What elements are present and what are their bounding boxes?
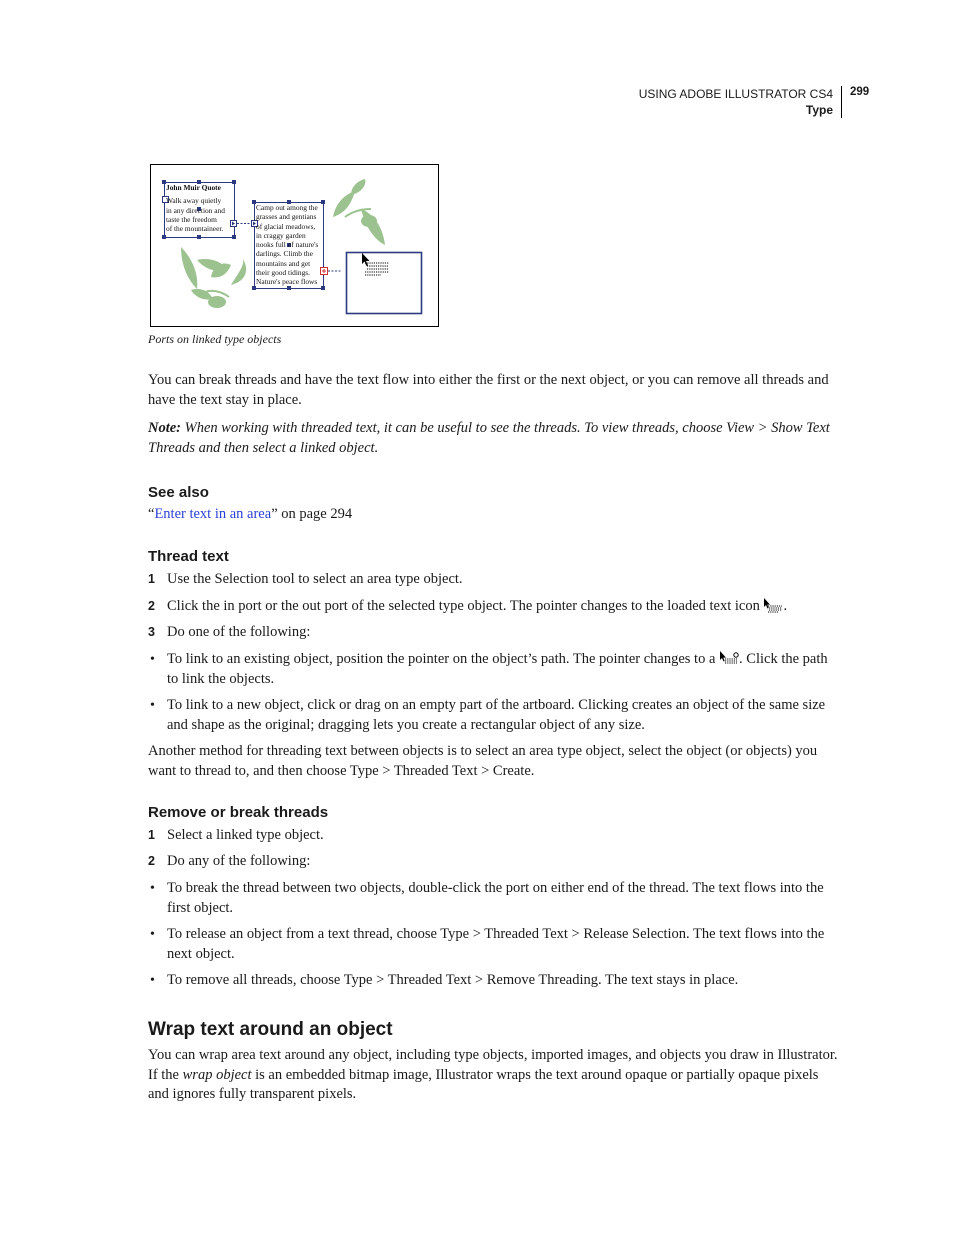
remove-step-2: Do any of the following:: [167, 853, 311, 869]
box2-line: of glacial meadows,: [256, 221, 316, 231]
step-number: 3: [148, 625, 155, 639]
box2-line: Nature's peace flows: [256, 277, 318, 287]
thread-step-1: Use the Selection tool to select an area type object.: [167, 571, 463, 587]
wrap-text-after: is an embedded bitmap image, Illustrator wraps the text around opaque or partially opaque pixels and ignores fully transparent pixels.: [148, 1066, 819, 1102]
bullet-marker: •: [150, 652, 155, 667]
loaded-text-cursor-icon: [362, 253, 389, 275]
box1-line: in any direction and: [166, 205, 225, 215]
quote-open: “: [148, 506, 155, 522]
box2-line: grasses and gentians: [256, 212, 317, 222]
note-label: Note:: [148, 420, 182, 436]
bullet-marker: •: [150, 927, 155, 942]
oak-leaf-top-right: [333, 179, 385, 245]
thread-step-2: [167, 597, 839, 617]
box2-line: in craggy garden: [256, 230, 306, 240]
remove-bullet-2: To release an object from a text thread, choose Type > Threaded Text > Release Selection. The text flows into the next object.: [167, 926, 825, 962]
link-pointer-icon: [719, 650, 739, 666]
box2-line: mountains and get: [256, 258, 311, 268]
wrap-paragraph: [148, 1046, 840, 1105]
note-text: When working with threaded text, it can be useful to see the threads. To view threads, choose View > Show Text Threads and then select a linked object.: [148, 420, 830, 456]
box1-line: of the mountaineer.: [166, 224, 224, 234]
box2-line: their good tidings.: [256, 268, 310, 278]
box2-line: nooks full of nature's: [256, 240, 319, 250]
wrap-text-before: You can wrap area text around any object, including type objects, imported images, and objects you draw in Illustrator. If the: [148, 1047, 838, 1083]
loaded-text-icon: [763, 597, 783, 613]
thread-step-3: Do one of the following:: [167, 624, 311, 640]
step-number: 2: [148, 854, 155, 868]
oak-leaf-bottom-left: [181, 247, 246, 308]
box1-title: John Muir Quote: [166, 183, 221, 192]
remove-bullet-3: To remove all threads, choose Type > Threaded Text > Remove Threading. The text stays in place.: [167, 972, 739, 988]
wrap-object-term: wrap object: [182, 1066, 252, 1083]
see-also-link[interactable]: Enter text in an area: [154, 506, 272, 522]
remove-bullet-1: To break the thread between two objects, double-click the port on either end of the thread. The text flows into the first object.: [167, 880, 824, 916]
step-2-text: Click the in port or the out port of the selected type object. The pointer changes to the loaded text icon: [167, 598, 760, 614]
step-number: 2: [148, 599, 155, 613]
bullet-1-after: . Click the path to link the objects.: [167, 651, 828, 687]
bullet-marker: •: [150, 973, 155, 988]
header-chapter: Type: [805, 103, 833, 117]
box2-line: Camp out among the: [256, 203, 318, 212]
see-also-rest: ” on page 294: [271, 506, 353, 522]
intro-paragraph: You can break threads and have the text flow into either the first or the next object, or you can remove all threads and have the text stay in place.: [148, 372, 829, 408]
box1-line: taste the freedom: [166, 214, 217, 224]
header-title: USING ADOBE ILLUSTRATOR CS4: [638, 87, 833, 101]
bullet-marker: •: [150, 881, 155, 896]
step-2-after: .: [783, 598, 788, 614]
note-paragraph: [148, 419, 840, 458]
remove-step-1: Select a linked type object.: [167, 827, 324, 843]
box1-line: Walk away quietly: [166, 196, 222, 206]
step-number: 1: [148, 828, 155, 842]
figure-box2-text: [256, 203, 324, 287]
box2-line: darlings. Climb the: [256, 249, 313, 259]
bullet-marker: •: [150, 698, 155, 713]
figure-box1-text: [166, 183, 236, 233]
page-number: 299: [850, 86, 870, 98]
thread-text-heading: Thread text: [148, 548, 229, 565]
thread-method-paragraph: Another method for threading text between objects is to select an area type object, select the object (or objects) you want to thread to, and then choose Type > Threaded Text > Create.: [148, 743, 818, 779]
thread-bullet-2: To link to a new object, click or drag on an empty part of the artboard. Clicking creates an object of the same size and shape as the original; dragging lets you create a rectangular object of any size.: [167, 697, 826, 733]
thread-bullet-1: [167, 650, 839, 689]
step-number: 1: [148, 572, 155, 586]
see-also-heading: See also: [148, 484, 209, 501]
linked-type-figure: [150, 164, 439, 327]
wrap-text-heading: Wrap text around an object: [148, 1019, 393, 1040]
figure-caption: Ports on linked type objects: [148, 332, 282, 346]
remove-threads-heading: Remove or break threads: [148, 804, 329, 821]
bullet-1-before: To link to an existing object, position the pointer on the object’s path. The pointer changes to a: [167, 651, 716, 667]
see-also-line: [148, 505, 840, 525]
running-header: [639, 86, 842, 118]
